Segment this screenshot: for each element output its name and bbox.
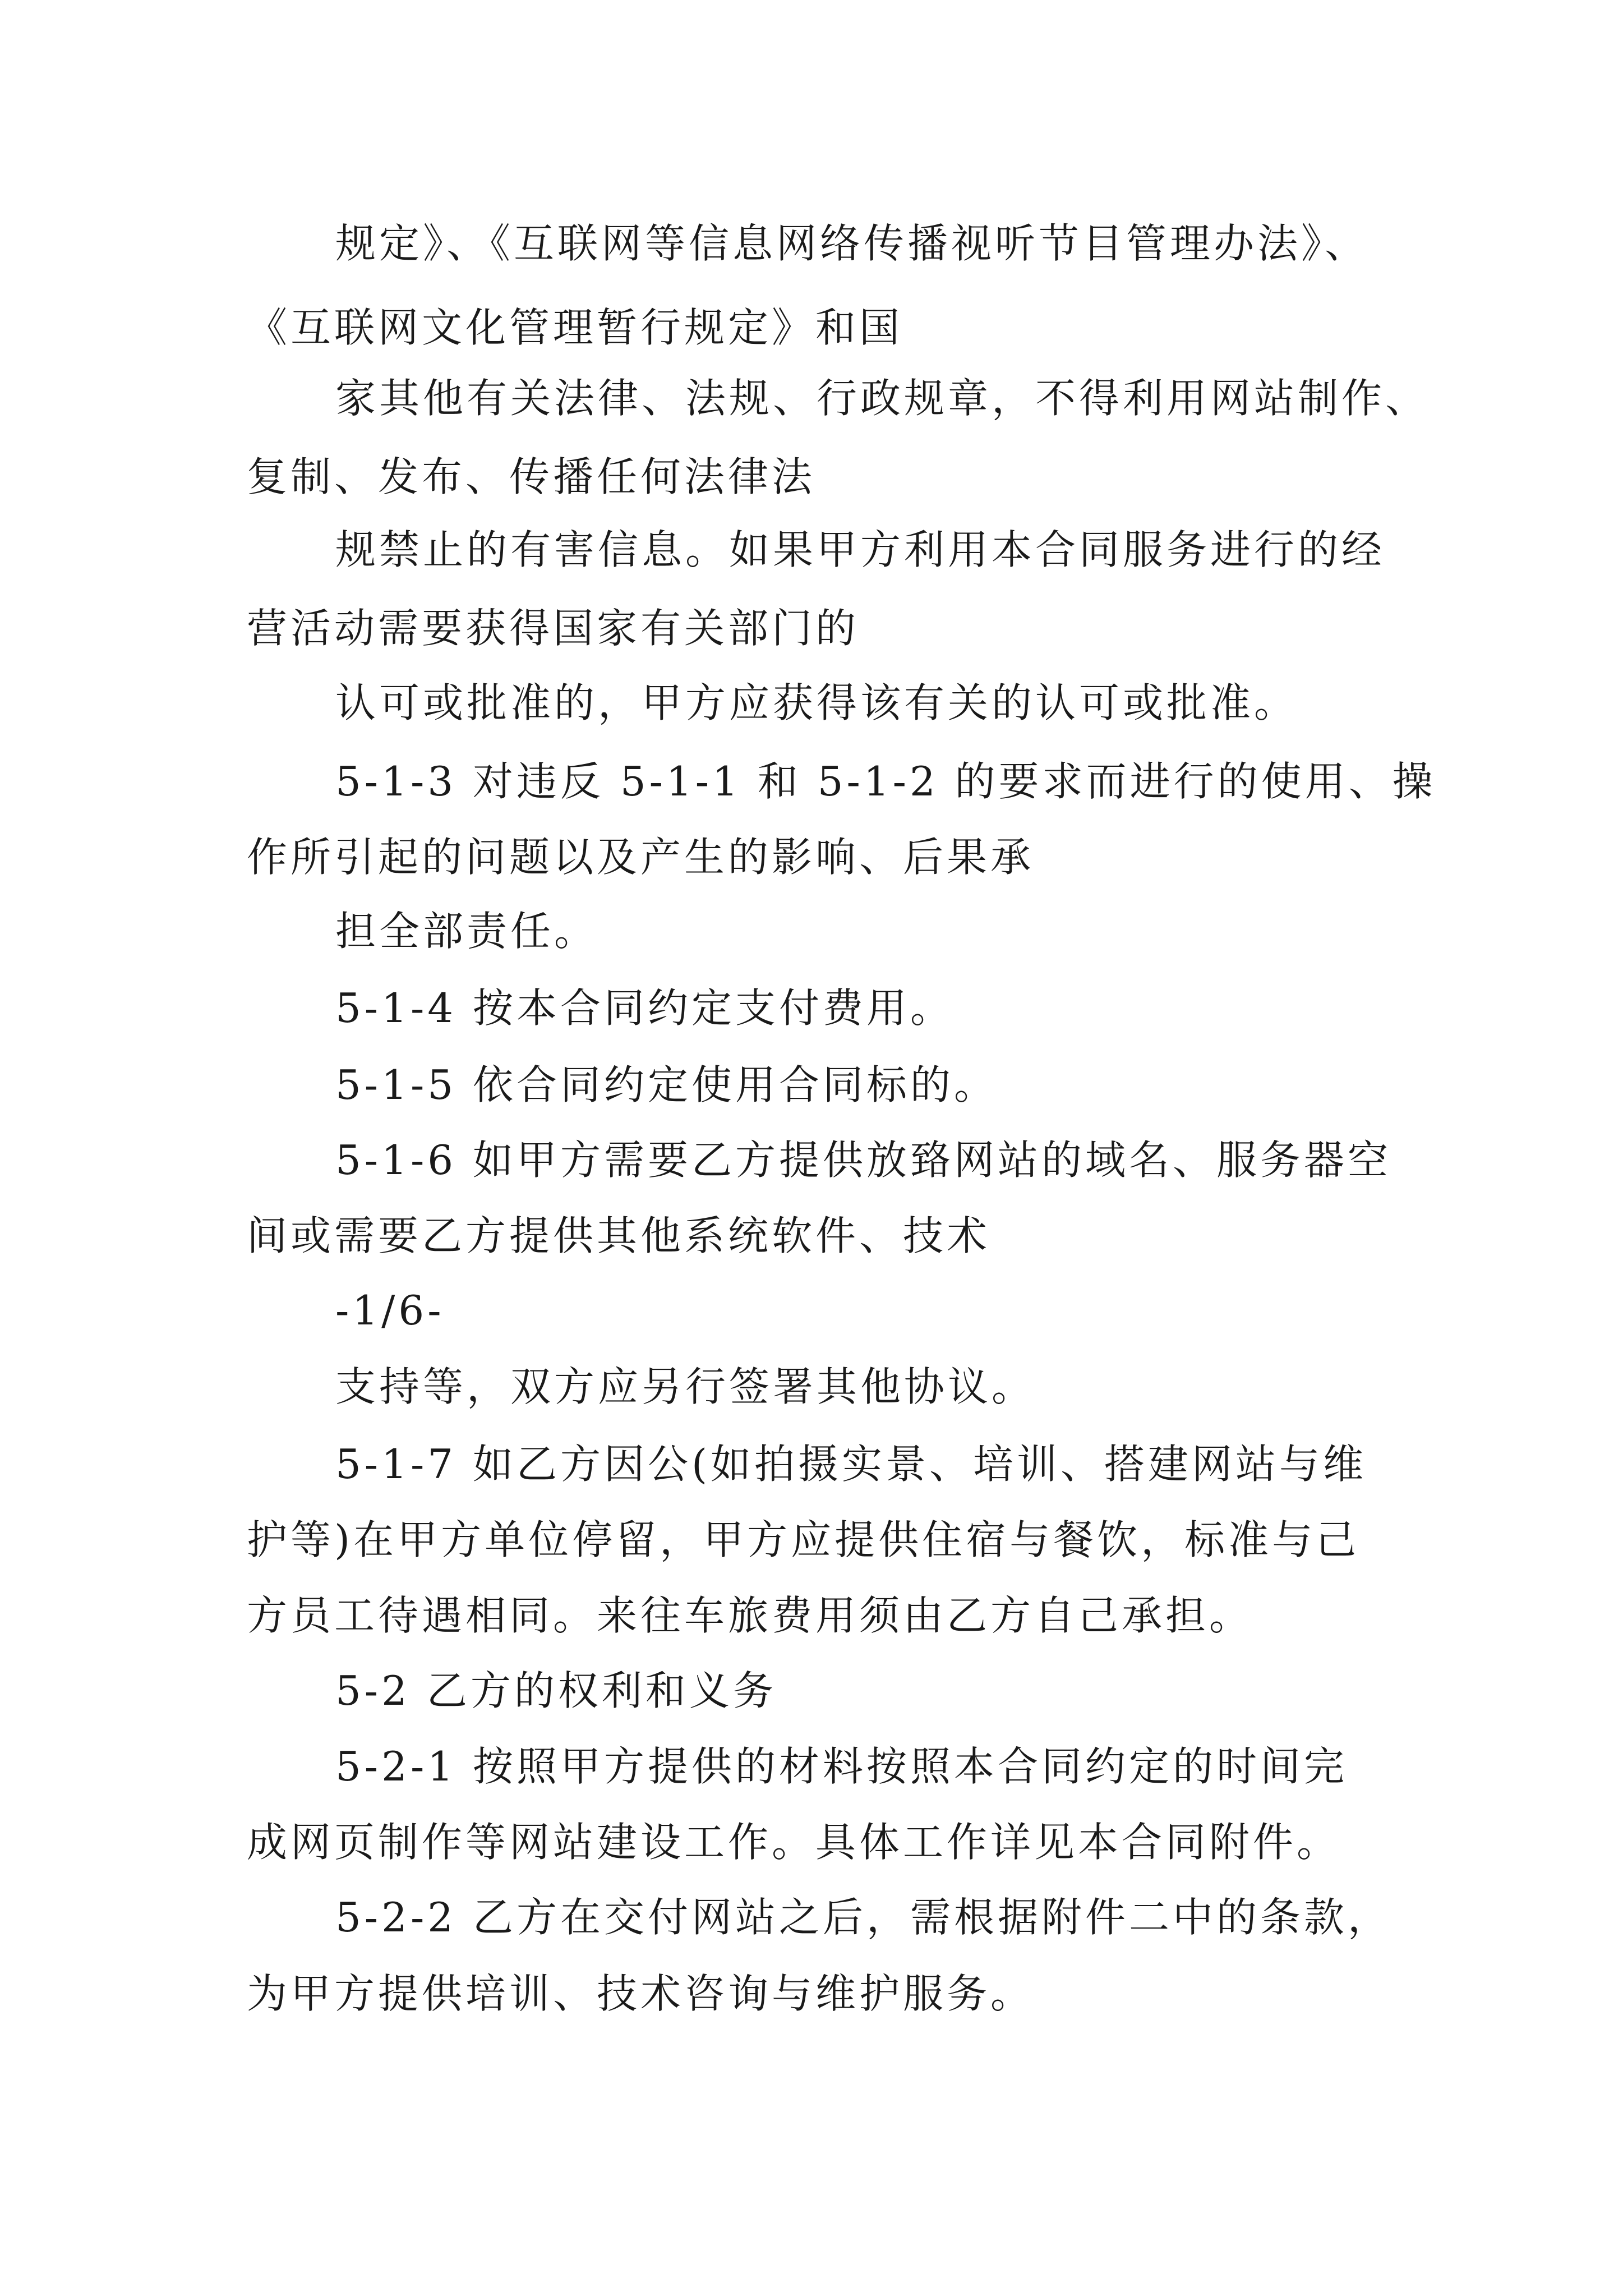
- text-line: 5-2-2 乙方在交付网站之后，需根据附件二中的条款，: [335, 1894, 1391, 1941]
- text-line: 5-1-5 依合同约定使用合同标的。: [335, 1061, 998, 1108]
- text-line: 认可或批准的，甲方应获得该有关的认可或批准。: [335, 679, 1298, 726]
- text-line: 间或需要乙方提供其他系统软件、技术: [247, 1212, 991, 1259]
- text-line: 5-1-6 如甲方需要乙方提供放臵网站的域名、服务器空: [335, 1137, 1391, 1184]
- text-line: 营活动需要获得国家有关部门的: [247, 605, 860, 652]
- text-line: 5-1-4 按本合同约定支付费用。: [335, 984, 954, 1032]
- text-line: 5-2-1 按照甲方提供的材料按照本合同约定的时间完: [335, 1743, 1348, 1790]
- text-line: 5-1-7 如乙方因公(如拍摄实景、培训、搭建网站与维: [335, 1441, 1367, 1488]
- text-line: 规禁止的有害信息。如果甲方利用本合同服务进行的经: [335, 526, 1386, 573]
- text-line: 为甲方提供培训、技术咨询与维护服务。: [247, 1970, 1035, 2017]
- text-line: 成网页制作等网站建设工作。具体工作详见本合同附件。: [247, 1819, 1341, 1866]
- text-line: 《互联网文化管理暂行规定》和国: [247, 304, 903, 351]
- text-line: 护等)在甲方单位停留，甲方应提供住宿与餐饮，标准与己: [247, 1516, 1360, 1563]
- section-heading: 5-2 乙方的权利和义务: [335, 1667, 777, 1714]
- text-line: 复制、发布、传播任何法律法: [247, 453, 816, 500]
- text-line: 支持等，双方应另行签署其他协议。: [335, 1363, 1036, 1410]
- text-line: 作所引起的问题以及产生的影响、后果承: [247, 834, 1035, 881]
- page-number: -1/6-: [335, 1287, 445, 1334]
- text-line: 5-1-3 对违反 5-1-1 和 5-1-2 的要求而进行的使用、操: [335, 758, 1436, 805]
- text-line: 担全部责任。: [335, 908, 598, 955]
- text-line: 规定》、《互联网等信息网络传播视听节目管理办法》、: [335, 220, 1369, 267]
- text-line: 家其他有关法律、法规、行政规章，不得利用网站制作、: [335, 375, 1430, 422]
- text-line: 方员工待遇相同。来往车旅费用须由乙方自己承担。: [247, 1592, 1253, 1639]
